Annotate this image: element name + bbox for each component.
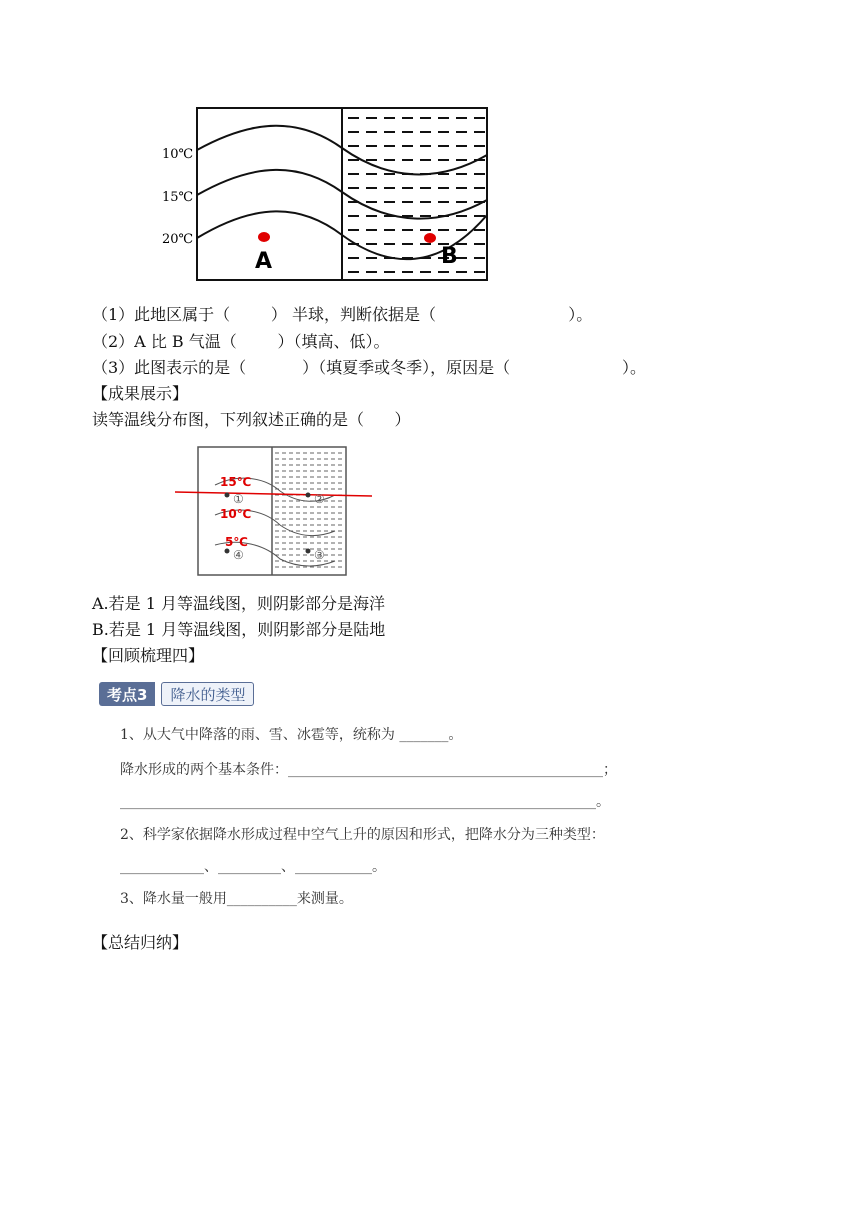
kaodian-line-6: 3、降水量一般用__________来测量。 (120, 891, 353, 907)
isotherm-figure-1 (160, 100, 500, 290)
kaodian-line-1: 1、从大气中降落的雨、雪、冰雹等，统称为 _______。 (120, 727, 463, 743)
kaodian-badge (99, 682, 254, 706)
option-b: B.若是 1 月等温线图，则阴影部分是陆地 (92, 620, 386, 639)
point-a-label: A (255, 249, 273, 274)
kaodian-title: 降水的类型 (161, 682, 254, 706)
isotherm-figure-2 (170, 443, 380, 583)
kaodian-line-5: ____________、_________、___________。 (120, 859, 386, 875)
question-3: （3）此图表示的是（ ）（填夏季或冬季），原因是（ ）。 (92, 358, 647, 377)
option-a: A.若是 1 月等温线图，则阴影部分是海洋 (92, 594, 385, 613)
point-a-marker (258, 232, 270, 242)
fig2-iso-5: 5℃ (225, 535, 248, 549)
kaodian-line-3: ____________________________________________________________________。 (120, 794, 610, 810)
section-result-heading: 【成果展示】 (92, 384, 189, 403)
kaodian-number: 考点3 (99, 682, 155, 706)
kaodian-line-4: 2、科学家依据降水形成过程中空气上升的原因和形式，把降水分为三种类型： (120, 827, 605, 843)
question-1: （1）此地区属于（ ） 半球，判断依据是（ ）。 (92, 305, 593, 324)
question-2: （2）A 比 B 气温（ ）（填高、低）。 (92, 332, 390, 351)
fig2-point-1: ① (233, 492, 244, 506)
point-b-label: B (441, 244, 458, 269)
fig2-point-4: ④ (233, 548, 244, 562)
fig2-iso-10: 10℃ (220, 507, 252, 521)
kaodian-line-2: 降水形成的两个基本条件：_____________________________________________； (120, 762, 617, 778)
iso-label-15: 15℃ (162, 190, 194, 205)
fig2-iso-15: 15℃ (220, 475, 252, 489)
point-b-marker (424, 233, 436, 243)
iso-label-10: 10℃ (162, 147, 194, 162)
section-review-heading: 【回顾梳理四】 (92, 646, 205, 665)
iso-label-20: 20℃ (162, 232, 194, 247)
result-question: 读等温线分布图，下列叙述正确的是（ ） (92, 410, 411, 429)
section-summary-heading: 【总结归纳】 (92, 933, 189, 952)
fig2-point-2: ② (314, 492, 325, 506)
fig2-point-3: ③ (314, 548, 325, 562)
